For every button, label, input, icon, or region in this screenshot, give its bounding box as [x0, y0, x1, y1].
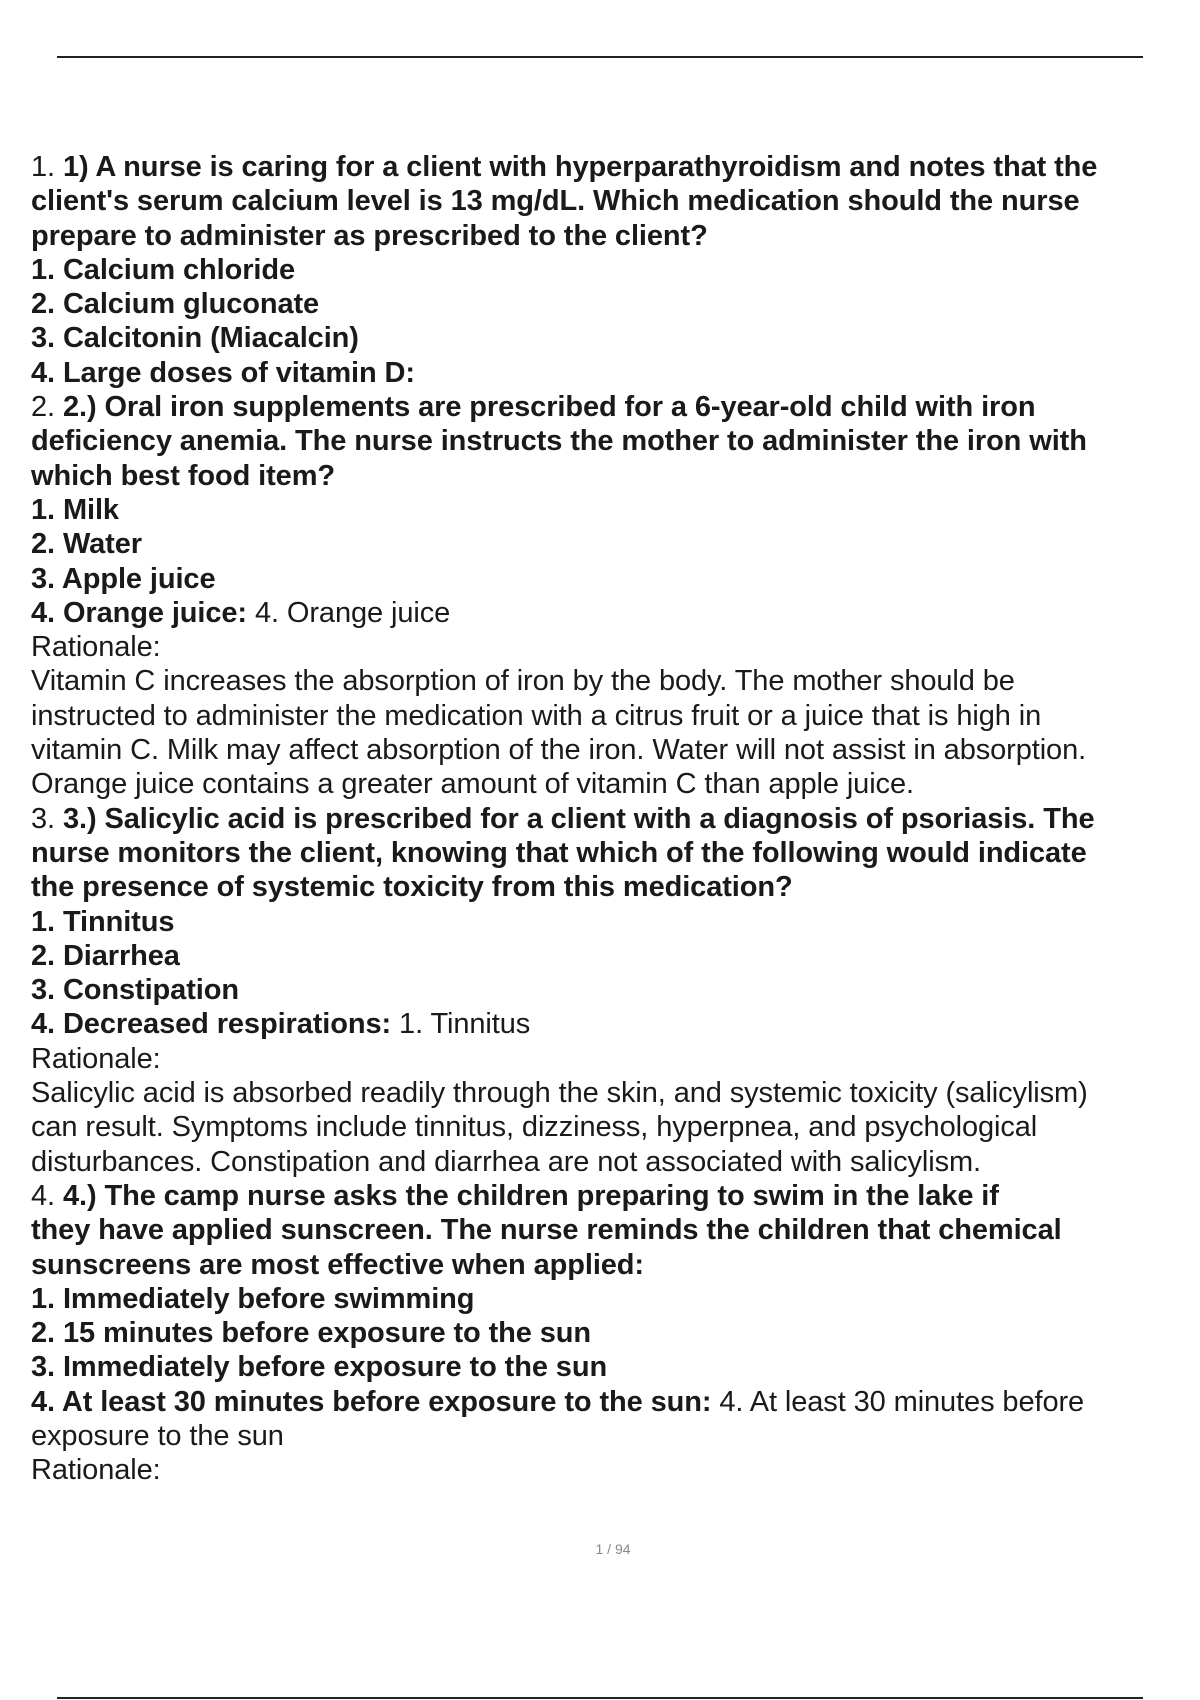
question-2-rationale-label: Rationale: [31, 631, 161, 664]
question-4-stem-line-2: they have applied sunscreen. The nurse reminds the children that chemical [31, 1214, 1062, 1247]
question-1-stem-line-3: prepare to administer as prescribed to the client? [31, 219, 708, 252]
page-number: 1 / 94 [595, 1541, 631, 1557]
question-3-option-4-with-answer: 4. Decreased respirations: 1. Tinnitus [31, 1008, 531, 1041]
question-2-answer: 4. Orange juice [254, 596, 451, 629]
question-4-option-4-with-answer: 4. At least 30 minutes before exposure to the sun: 4. At least 30 minutes before [31, 1385, 1085, 1418]
question-2-rationale-line-3: vitamin C. Milk may affect absorption of the iron. Water will not assist in absorption. [31, 734, 1087, 767]
question-1-option-2: 2. Calcium gluconate [31, 288, 320, 321]
question-4-option-3: 3. Immediately before exposure to the sun [31, 1351, 608, 1384]
question-4-option-1: 1. Immediately before swimming [31, 1282, 475, 1315]
question-3-option-2: 2. Diarrhea [31, 939, 180, 972]
bottom-rule [57, 1697, 1143, 1699]
question-3-option-3: 3. Constipation [31, 974, 239, 1007]
question-4-stem-line-1: 4. 4.) The camp nurse asks the children preparing to swim in the lake if [31, 1179, 999, 1212]
question-1-option-4: 4. Large doses of vitamin D: [31, 356, 415, 389]
question-3-stem-line-1: 3. 3.) Salicylic acid is prescribed for a client with a diagnosis of psoriasis. The [31, 802, 1095, 835]
question-3-answer: 1. Tinnitus [399, 1008, 531, 1041]
question-1-option-3: 3. Calcitonin (Miacalcin) [31, 322, 359, 355]
question-2-stem-line-2: deficiency anemia. The nurse instructs the mother to administer the iron with [31, 425, 1087, 458]
question-2-option-2: 2. Water [31, 528, 142, 561]
question-2-rationale-line-1: Vitamin C increases the absorption of iron by the body. The mother should be [31, 665, 1015, 698]
question-2-stem-line-3: which best food item? [31, 459, 336, 492]
question-4-rationale-label: Rationale: [31, 1454, 161, 1487]
question-3-rationale-line-2: can result. Symptoms include tinnitus, dizziness, hyperpnea, and psychological [31, 1111, 1038, 1144]
question-2-stem-line-1: 2. 2.) Oral iron supplements are prescribed for a 6-year-old child with iron [31, 391, 1036, 424]
document-body [31, 150, 1200, 1488]
top-rule [57, 56, 1143, 58]
question-4-answer-continued: exposure to the sun [31, 1419, 284, 1452]
question-2-rationale-line-2: instructed to administer the medication with a citrus fruit or a juice that is high in [31, 699, 1042, 732]
question-3-option-1: 1. Tinnitus [31, 905, 175, 938]
question-2-option-3: 3. Apple juice [31, 562, 216, 595]
question-3-stem-line-3: the presence of systemic toxicity from this medication? [31, 871, 793, 904]
question-1-stem-line-1: 1. 1) A nurse is caring for a client with hyperparathyroidism and notes that the [31, 151, 1098, 183]
question-1-stem-line-2: client's serum calcium level is 13 mg/dL. Which medication should the nurse [31, 185, 1080, 218]
question-4-answer: 4. At least 30 minutes before [719, 1385, 1085, 1418]
question-2-option-1: 1. Milk [31, 493, 119, 526]
question-4-stem-line-3: sunscreens are most effective when applied: [31, 1248, 644, 1281]
question-2-option-4-with-answer: 4. Orange juice: 4. Orange juice [31, 596, 451, 629]
question-4-option-2: 2. 15 minutes before exposure to the sun [31, 1317, 592, 1350]
question-3-rationale-label: Rationale: [31, 1042, 161, 1075]
question-1-option-1: 1. Calcium chloride [31, 253, 296, 286]
question-3-stem-line-2: nurse monitors the client, knowing that which of the following would indicate [31, 836, 1087, 869]
question-2-rationale-line-4: Orange juice contains a greater amount of vitamin C than apple juice. [31, 768, 914, 801]
question-3-rationale-line-3: disturbances. Constipation and diarrhea are not associated with salicylism. [31, 1145, 981, 1178]
question-3-rationale-line-1: Salicylic acid is absorbed readily through the skin, and systemic toxicity (salicylism) [31, 1077, 1088, 1110]
